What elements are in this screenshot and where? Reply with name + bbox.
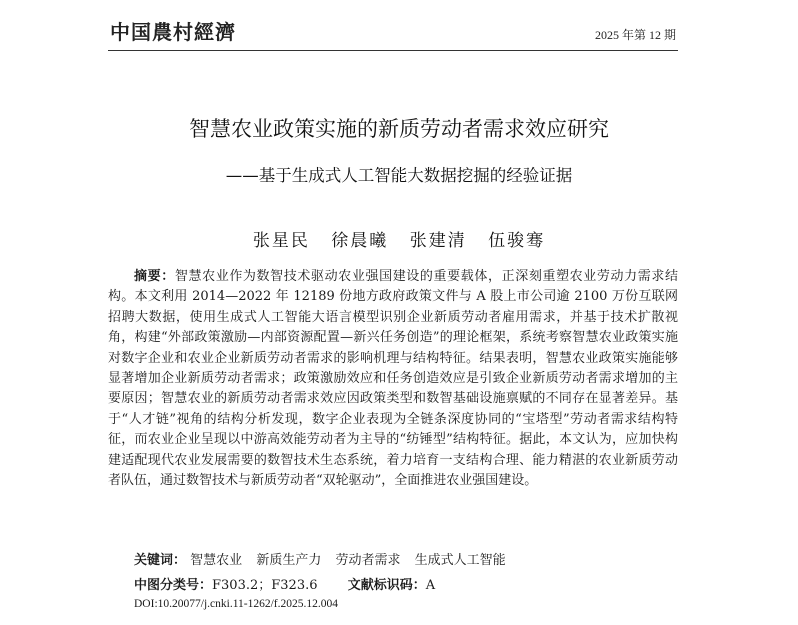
paper-title: 智慧农业政策实施的新质劳动者需求效应研究 <box>189 117 609 141</box>
keyword: 生成式人工智能 <box>414 553 506 568</box>
author: 张星民 <box>252 231 310 251</box>
doc-code-value: A <box>425 578 436 593</box>
keyword: 新质生产力 <box>256 553 322 568</box>
keywords <box>134 549 516 568</box>
keyword: 智慧农业 <box>190 553 243 568</box>
abstract-label: 摘要： <box>134 269 175 284</box>
doc-code-label: 文献标识码： <box>347 578 426 593</box>
classification-line <box>134 574 435 593</box>
author-list <box>0 226 798 251</box>
issue-number: 2025 年第 12 期 <box>594 28 676 42</box>
abstract <box>108 267 678 491</box>
doi: DOI:10.20077/j.cnki.11-1262/f.2025.12.004 <box>134 598 339 610</box>
keyword: 劳动者需求 <box>335 553 401 568</box>
author: 张建清 <box>409 231 467 251</box>
author: 徐晨曦 <box>331 231 389 251</box>
journal-header <box>108 16 678 51</box>
paper-subtitle: ——基于生成式人工智能大数据挖掘的经验证据 <box>225 166 573 185</box>
abstract-text: 智慧农业作为数智技术驱动农业强国建设的重要载体，正深刻重塑农业劳动力需求结构。本文利用 2014—2022 年 12189 份地方政府政策文件与 A 股上市公司逾 2100 万份互联网招聘大数据，使用生成式人工智能大语言模型识别企业新质劳动者雇用需求，并基于技术扩散视角，构建“外部政策激励—内部资源配置—新兴任务创造”的理论框架，系统考察智慧农业政策实施对数字企业和农业企业新质劳动者需求的影响机理与结构特征。结果表明，智慧农业政策实施能够显著增加企业新质劳动者需求；政策激励效应和任务创造效应是引致企业新质劳动者需求增加的主要原因；智慧农业的新质劳动者需求效应因政策类型和数智基础设施禀赋的不同存在显著差异。基于“人才链”视角的结构分析发现，数字企业表现为全链条深度协同的“宝塔型”劳动者需求结构特征，而农业企业呈现以中游高效能劳动者为主导的“纺锤型”结构特征。据此，本文认为，应加快构建适配现代农业发展需要的数智技术生态系统，着力培育一支结构合理、能力精湛的农业新质劳动者队伍，通过数智技术与新质劳动者“双轮驱动”，全面推进农业强国建设。 <box>108 269 678 489</box>
keywords-label: 关键词： <box>134 553 187 568</box>
clc-value: F303.2；F323.6 <box>212 578 318 593</box>
author: 伍骏骞 <box>488 231 546 251</box>
journal-logo: 中国農村經濟 <box>110 20 236 44</box>
clc-label: 中图分类号： <box>134 578 213 593</box>
